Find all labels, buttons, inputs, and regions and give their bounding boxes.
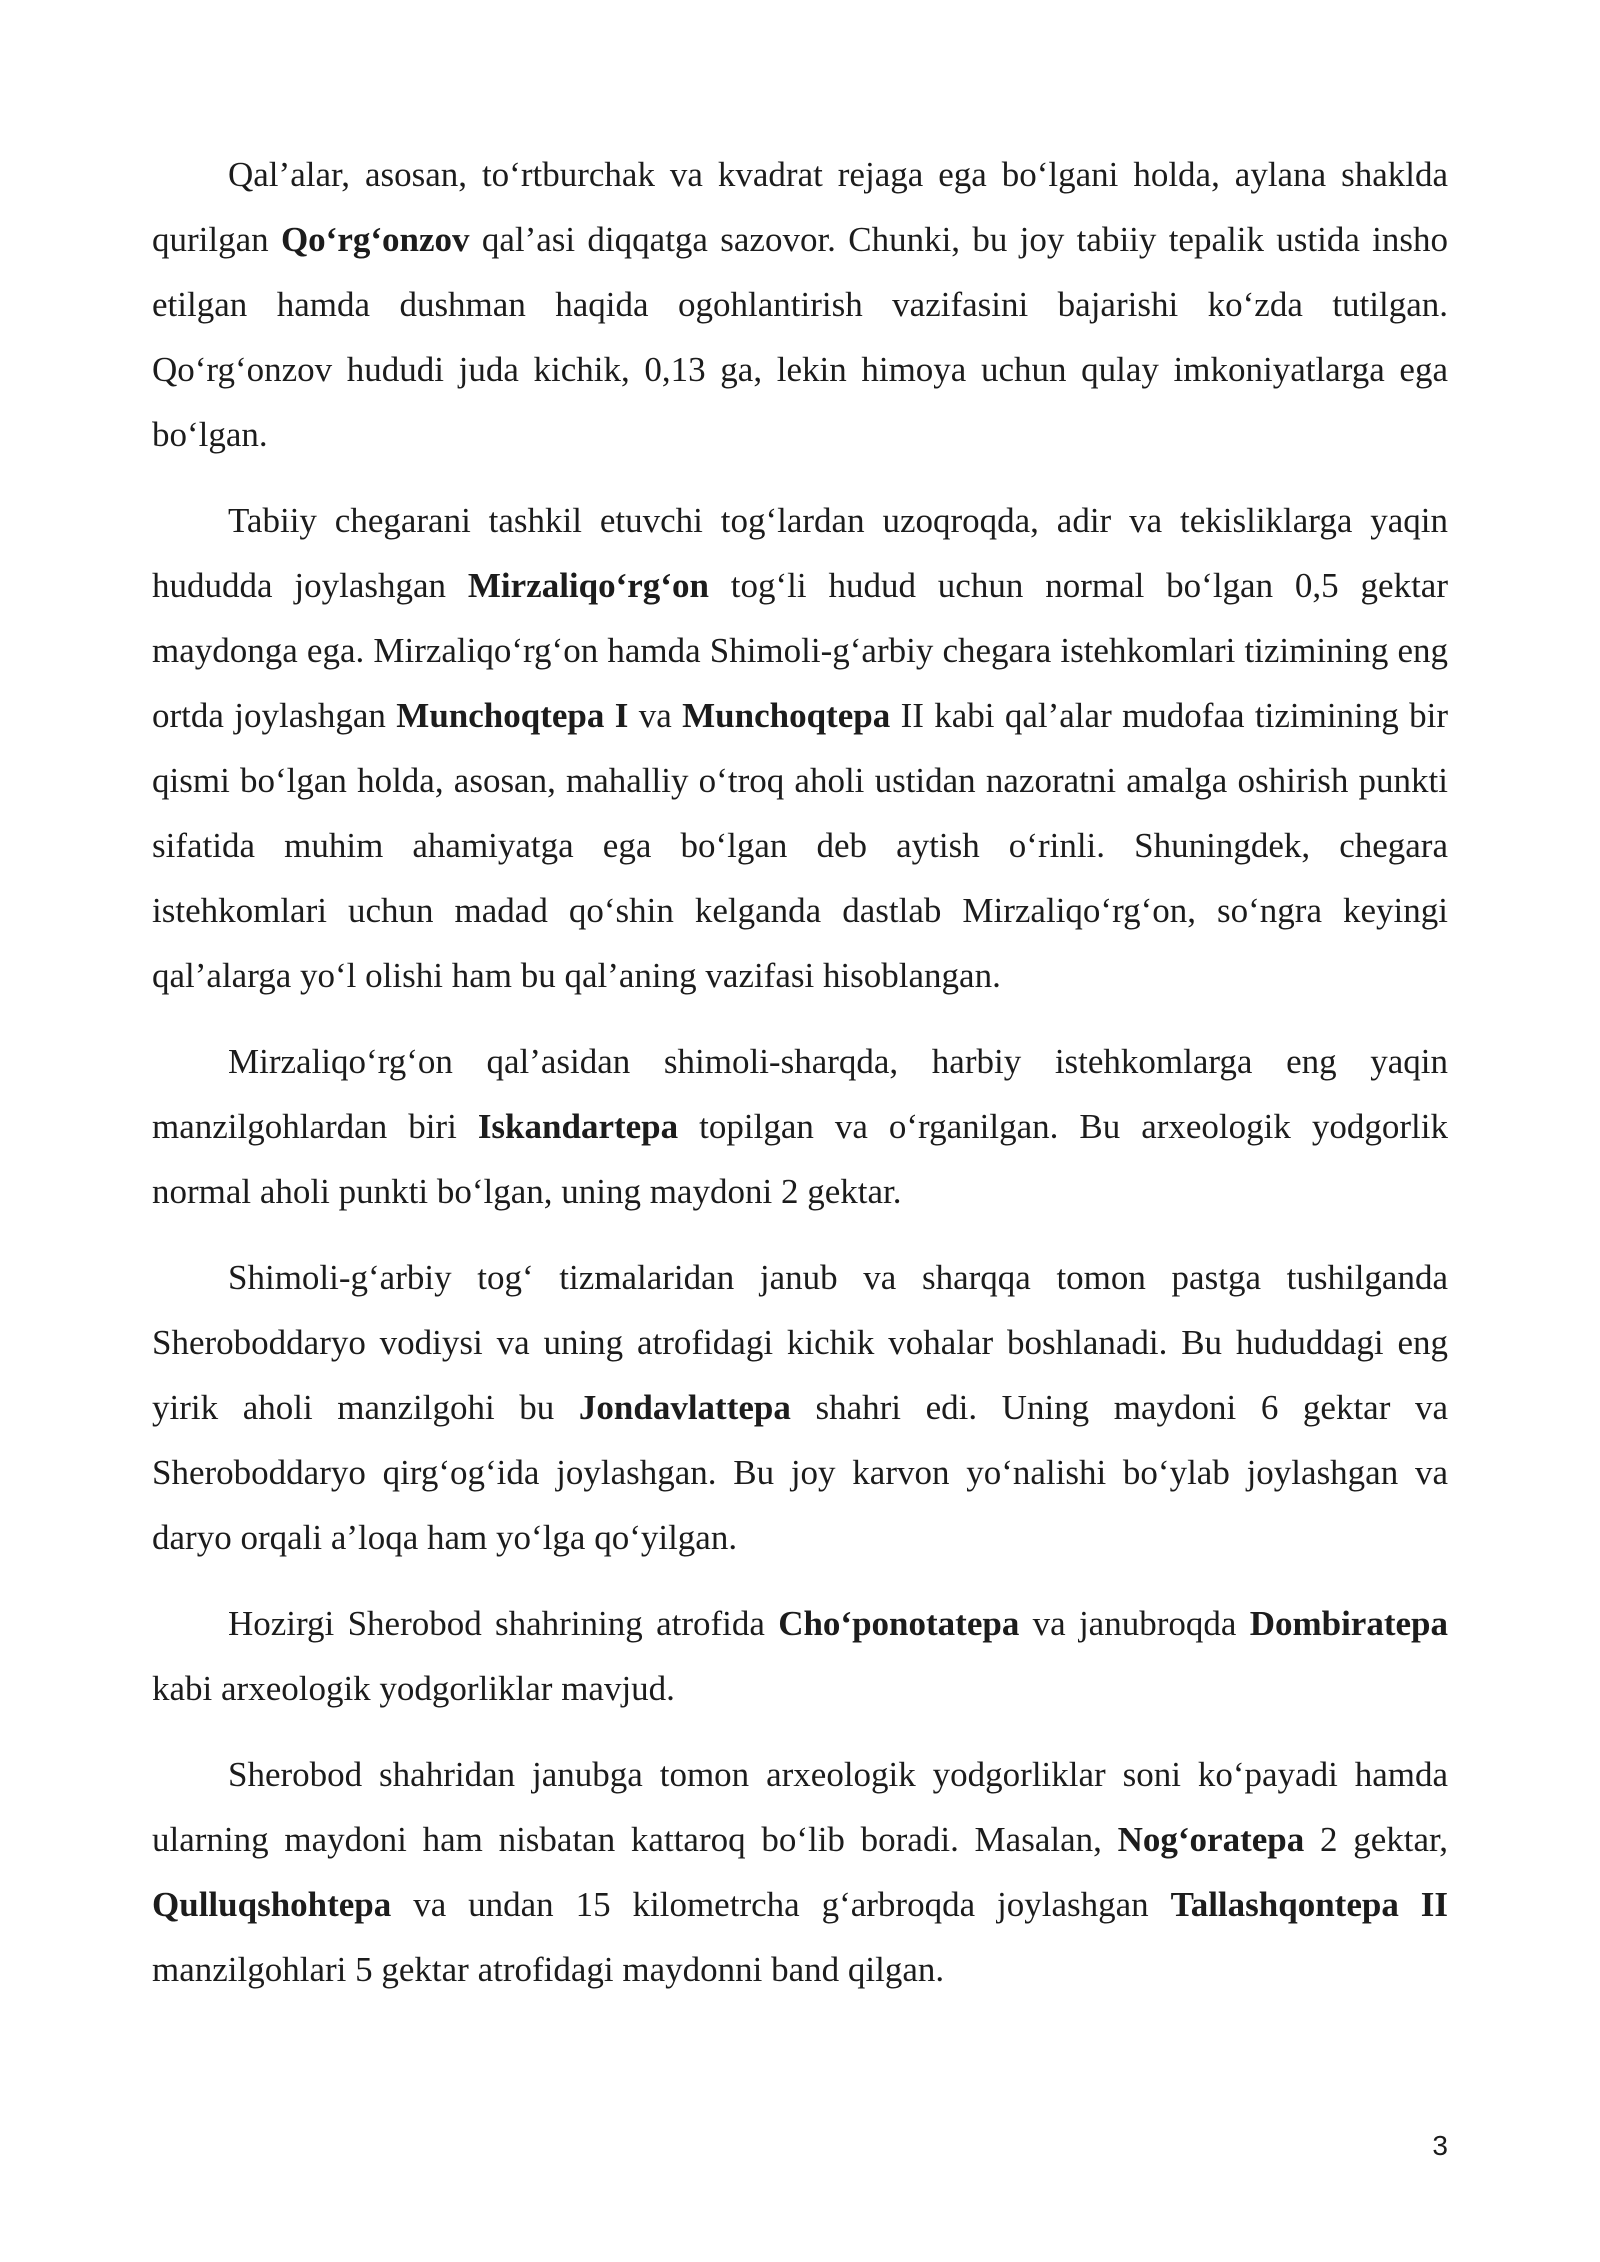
paragraph-4 bbox=[152, 1245, 1448, 1570]
text-run: qal’asi diqqatga sazovor. Chunki, bu joy tabiiy tepalik ustida insho etilgan hamda dushman haqida ogohlantirish vazifasini bajarishi ko‘zda tutilgan. Qo‘rg‘onzov hududi juda kichik, 0,13 ga, lekin himoya uchun qulay imkoniyatlarga ega bo‘lgan. bbox=[152, 220, 1449, 454]
bold-term: Mirzaliqo‘rg‘on bbox=[467, 566, 709, 605]
bold-term: Tallashqontepa II bbox=[1170, 1885, 1448, 1924]
text-run: Tabiiy chegarani tashkil etuvchi tog‘lardan uzoqroqda, adir va tekisliklarga yaqin hududda joylashgan bbox=[152, 501, 1448, 605]
text-run: shahri edi. Uning maydoni 6 gektar va Sheroboddaryo qirg‘og‘ida joylashgan. Bu joy karvon yo‘nalishi bo‘ylab joylashgan va daryo orqali a’loqa ham yo‘lga qo‘yilgan. bbox=[152, 1388, 1448, 1557]
paragraph-3 bbox=[152, 1029, 1448, 1224]
page-number: 3 bbox=[1432, 2130, 1448, 2161]
paragraph-2 bbox=[152, 488, 1448, 1008]
bold-term: Cho‘ponotatepa bbox=[778, 1604, 1020, 1643]
document-page bbox=[152, 142, 1448, 2023]
text-run: Shimoli-g‘arbiy tog‘ tizmalaridan janub va sharqqa tomon pastga tushilganda Sheroboddaryo vodiysi va uning atrofidagi kichik vohalar boshlanadi. Bu hududdagi eng yirik aholi manzilgohi bu bbox=[152, 1258, 1448, 1427]
paragraph-6 bbox=[152, 1742, 1448, 2002]
bold-term: Jondavlattepa bbox=[578, 1388, 791, 1427]
text-run: tog‘li hudud uchun normal bo‘lgan 0,5 gektar maydonga ega. Mirzaliqo‘rg‘on hamda Shimoli-g‘arbiy chegara istehkomlari tizimining eng ortda joylashgan bbox=[152, 566, 1448, 735]
bold-term: Munchoqtepa bbox=[682, 696, 891, 735]
text-run: Mirzaliqo‘rg‘on qal’asidan shimoli-sharqda, harbiy istehkomlarga eng yaqin manzilgohlardan biri bbox=[152, 1042, 1448, 1146]
bold-term: Nog‘oratepa bbox=[1117, 1820, 1305, 1859]
bold-term: Munchoqtepa I bbox=[396, 696, 629, 735]
text-run: Qal’alar, asosan, to‘rtburchak va kvadrat rejaga ega bo‘lgani holda, aylana shaklda qurilgan bbox=[152, 155, 1448, 259]
paragraph-1 bbox=[152, 142, 1448, 467]
text-run: kabi arxeologik yodgorliklar mavjud. bbox=[152, 1669, 675, 1708]
text-run: topilgan va o‘rganilgan. Bu arxeologik yodgorlik normal aholi punkti bo‘lgan, uning maydoni 2 gektar. bbox=[152, 1107, 1448, 1211]
bold-term: Iskandartepa bbox=[477, 1107, 679, 1146]
text-run: 2 gektar, bbox=[1304, 1820, 1448, 1859]
bold-term: Qo‘rg‘onzov bbox=[280, 220, 470, 259]
text-run: Hozirgi Sherobod shahrining atrofida bbox=[228, 1604, 779, 1643]
text-run: va janubroqda bbox=[1019, 1604, 1250, 1643]
text-run: va undan 15 kilometrcha g‘arbroqda joylashgan bbox=[391, 1885, 1171, 1924]
text-run: Sherobod shahridan janubga tomon arxeologik yodgorliklar soni ko‘payadi hamda ularning maydoni ham nisbatan kattaroq bo‘lib boradi. Masalan, bbox=[152, 1755, 1448, 1859]
text-run: manzilgohlari 5 gektar atrofidagi maydonni band qilgan. bbox=[152, 1950, 945, 1989]
text-run: II kabi qal’alar mudofaa tizimining bir qismi bo‘lgan holda, asosan, mahalliy o‘troq aholi ustidan nazoratni amalga oshirish punkti sifatida muhim ahamiyatga ega bo‘lgan deb aytish o‘rinli. Shuningdek, chegara istehkomlari uchun madad qo‘shin kelganda dastlab Mirzaliqo‘rg‘on, so‘ngra keyingi qal’alarga yo‘l olishi ham bu qal’aning vazifasi hisoblangan. bbox=[152, 696, 1449, 995]
bold-term: Dombiratepa bbox=[1249, 1604, 1448, 1643]
paragraph-5 bbox=[152, 1591, 1448, 1721]
bold-term: Qulluqshohtepa bbox=[152, 1885, 392, 1924]
text-run: va bbox=[628, 696, 683, 735]
document-body bbox=[152, 142, 1448, 2002]
